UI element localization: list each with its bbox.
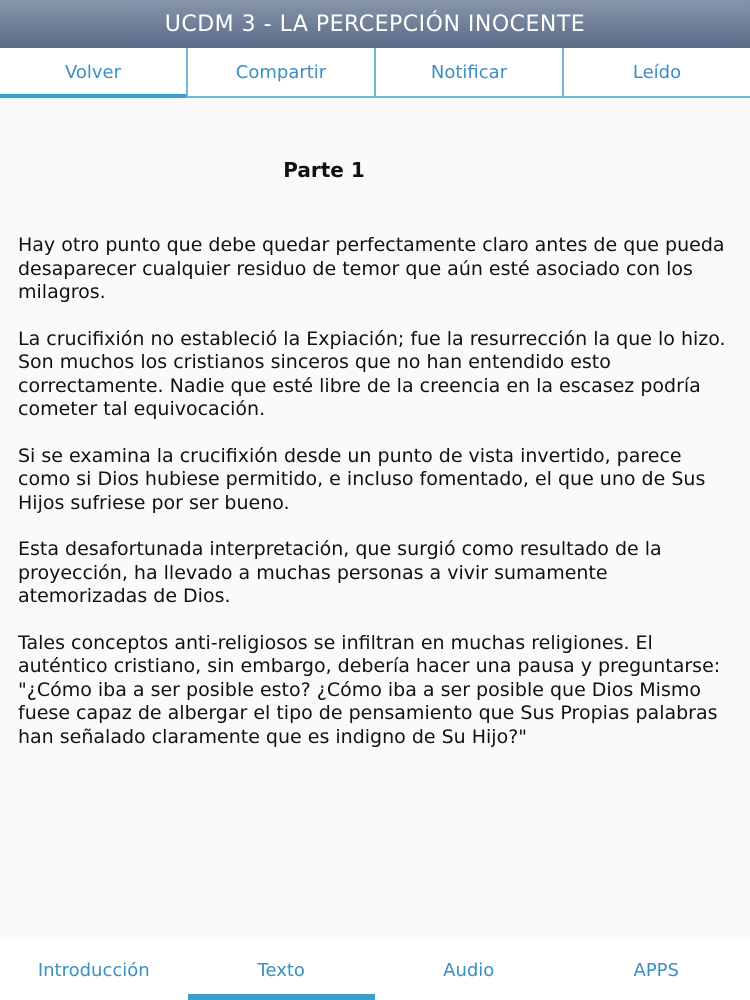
share-button[interactable]: Compartir: [188, 48, 376, 96]
body-text: [18, 234, 734, 772]
paragraph: Tales conceptos anti-religiosos se infiltran en muchas religiones. El auténtico cristiano, sin embargo, debería hacer una pausa y preguntarse: "¿Cómo iba a ser posible esto? ¿Cómo iba a ser posible que Dios Mismo fuese capaz de albergar el tipo de pensamiento que Sus Propias palabras han señalado claramente que es indigno de Su Hijo?": [18, 631, 721, 748]
reading-content[interactable]: [0, 98, 750, 940]
mark-read-button[interactable]: Leído: [632, 61, 682, 83]
tab-introduccion[interactable]: Introducción: [37, 959, 150, 981]
paragraph: Si se examina la crucifixión desde un punto de vista invertido, parece como si Dios hubiese permitido, e incluso fomentado, el que uno de Sus Hijos sufriese por ser bueno.: [18, 444, 706, 514]
tab-apps[interactable]: APPS: [633, 959, 679, 981]
bottom-tab-bar: [0, 940, 750, 1000]
top-nav: [0, 48, 750, 98]
notify-button[interactable]: Notificar: [376, 48, 564, 96]
tab-texto[interactable]: Texto: [188, 940, 376, 1000]
title-bar: [0, 0, 750, 48]
page-title: UCDM 3 - LA PERCEPCIÓN INOCENTE: [164, 11, 586, 37]
tab-audio[interactable]: Audio: [443, 959, 495, 981]
paragraph: Esta desafortunada interpretación, que surgió como resultado de la proyección, ha llevado a muchas personas a vivir sumamente atemorizadas de Dios.: [18, 538, 662, 607]
back-button[interactable]: Volver: [0, 48, 188, 96]
paragraph: La crucifixión no estableció la Expiación; fue la resurrección la que lo hizo. Son muchos los cristianos sinceros que no han entendido esto correctamente. Nadie que esté libre de la creencia en la escasez podría cometer tal equivocación.: [18, 327, 726, 420]
section-title: Parte 1: [283, 158, 365, 182]
paragraph: Hay otro punto que debe quedar perfectamente claro antes de que pueda desaparecer cualquier residuo de temor que aún esté asociado con los milagros.: [18, 234, 725, 303]
